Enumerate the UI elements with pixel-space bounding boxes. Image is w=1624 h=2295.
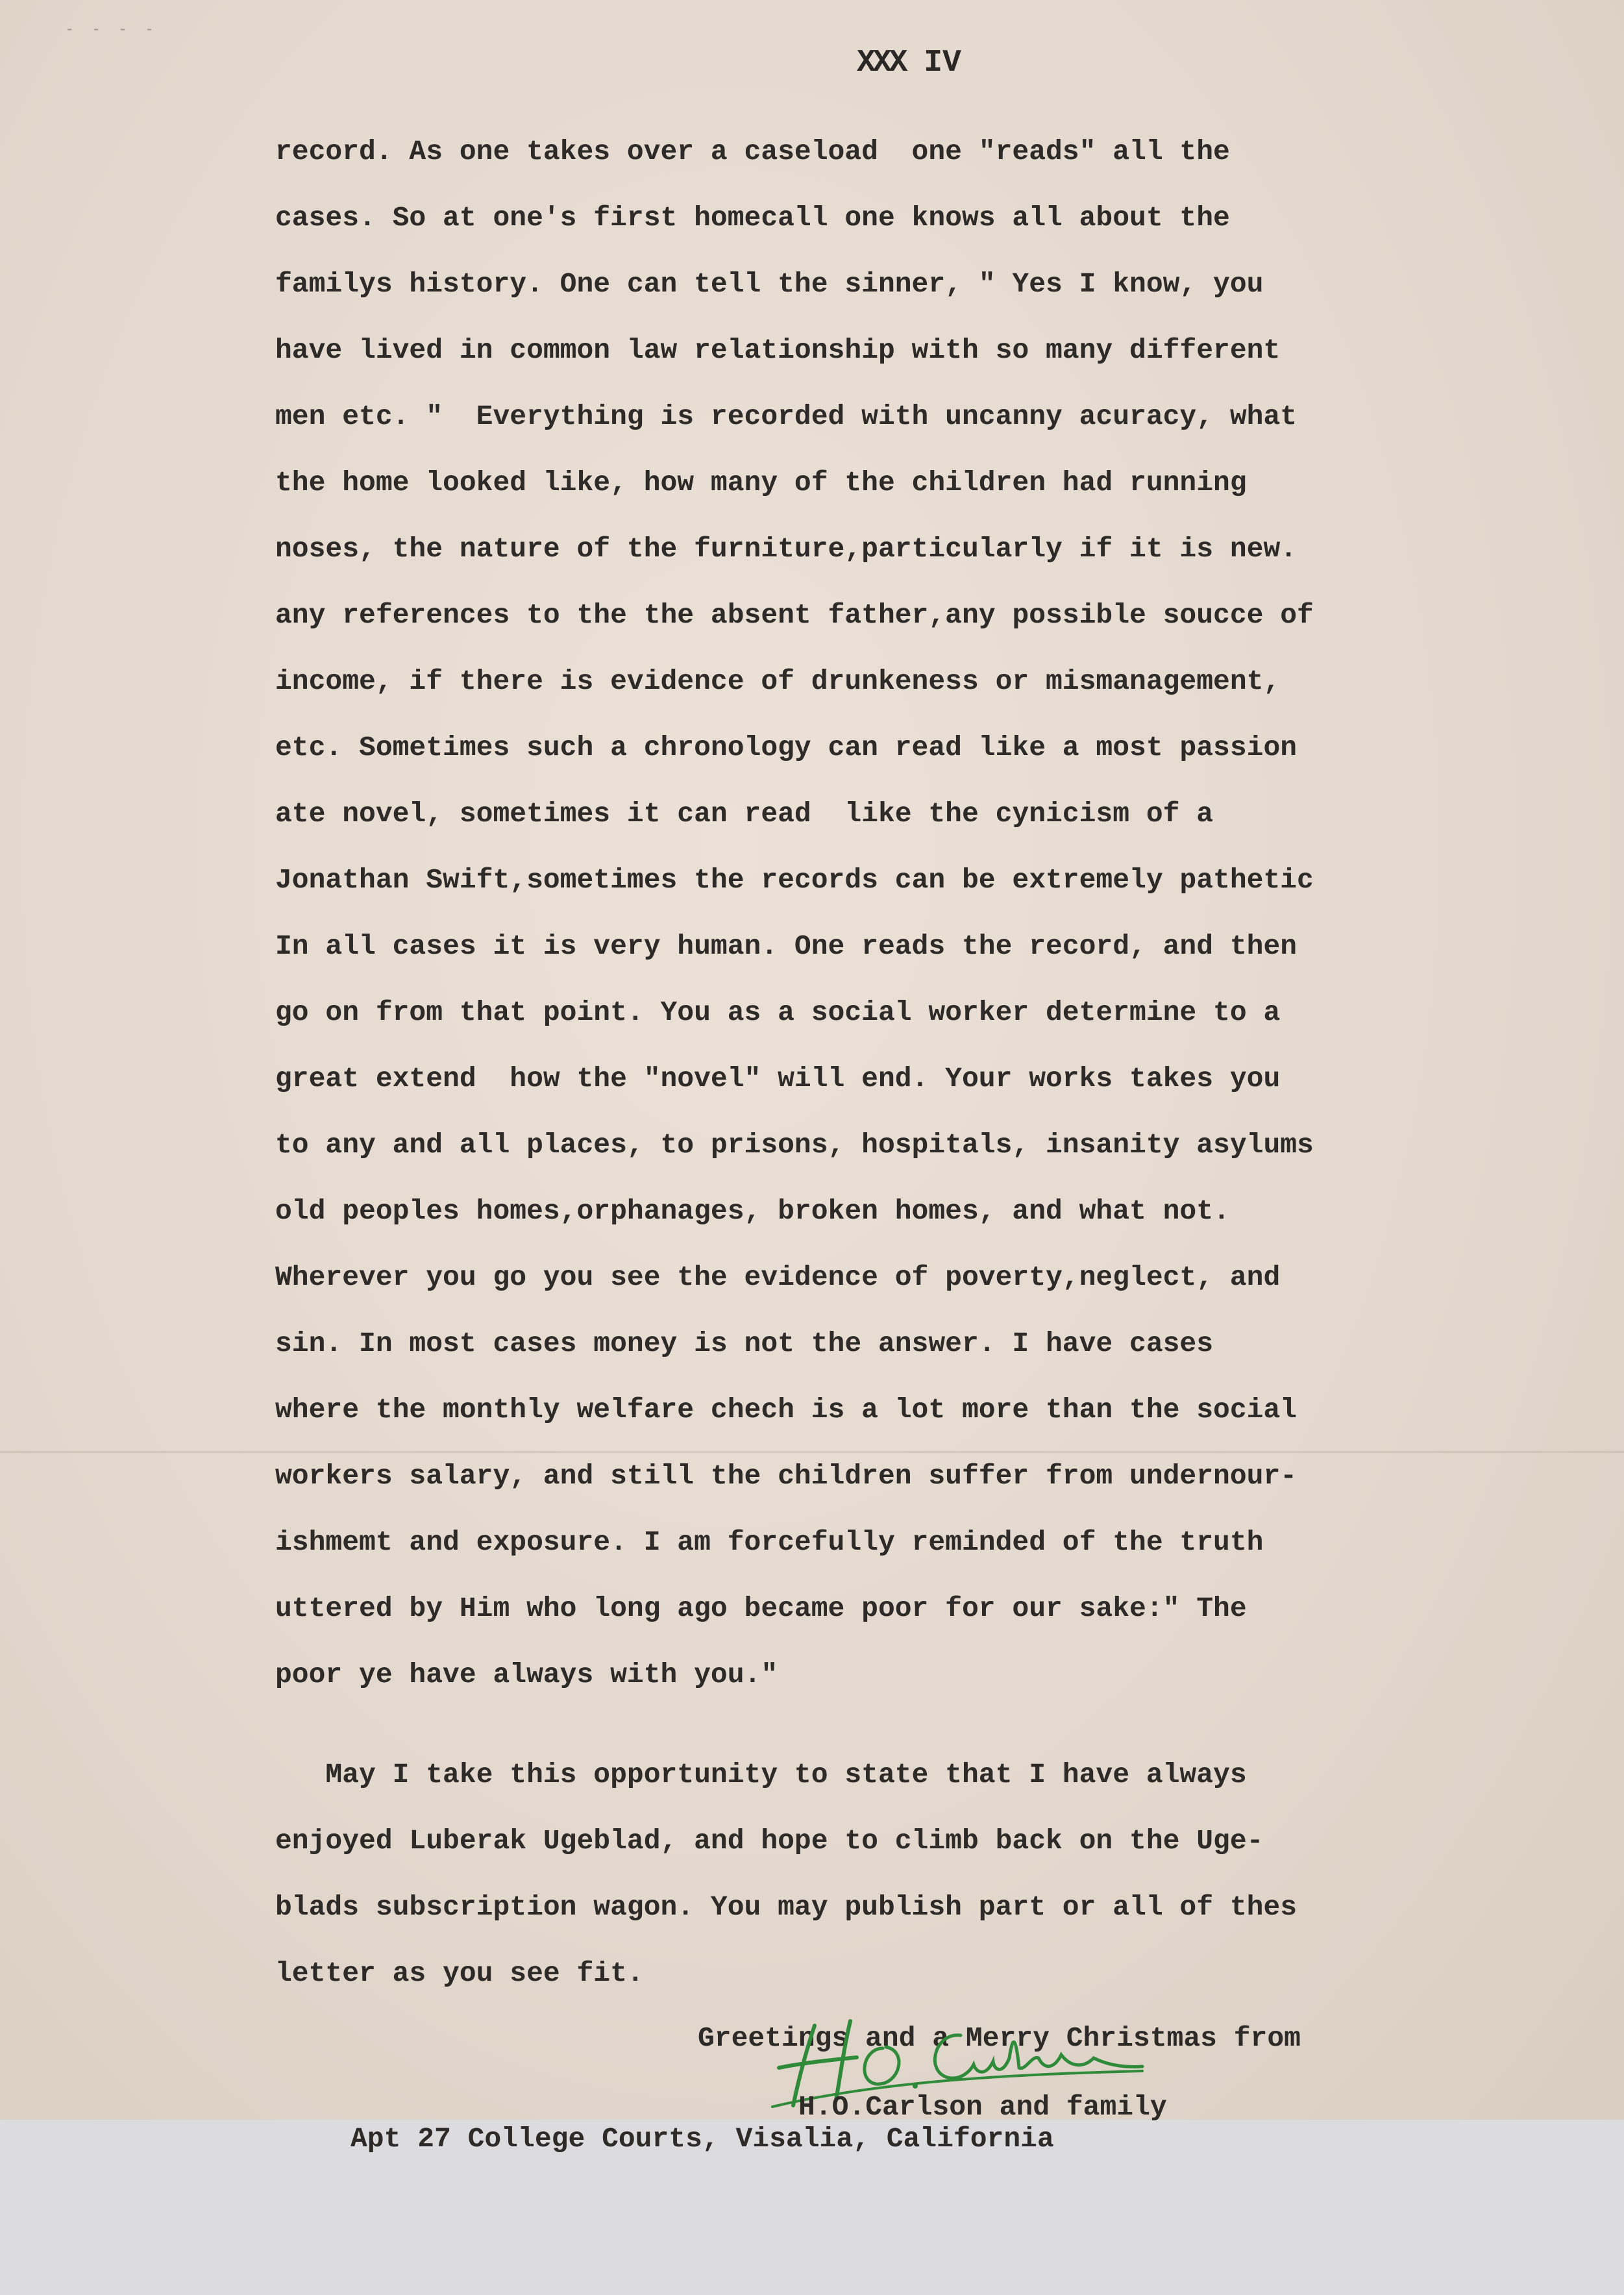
body-line: enjoyed Luberak Ugeblad, and hope to climb back on the Uge- [275, 1825, 1264, 1857]
body-line: the home looked like, how many of the children had running [275, 467, 1247, 499]
body-line: great extend how the "novel" will end. Your works takes you [275, 1063, 1281, 1095]
edge-marks: - - - - [65, 19, 158, 38]
body-line: old peoples homes,orphanages, broken homes, and what not. [275, 1195, 1230, 1227]
body-line: cases. So at one's first homecall one knows all about the [275, 202, 1230, 234]
body-line: noses, the nature of the furniture,particularly if it is new. [275, 533, 1298, 565]
body-line: where the monthly welfare chech is a lot more than the social [275, 1394, 1298, 1426]
body-line: poor ye have always with you." [275, 1659, 778, 1691]
sender-address: Apt 27 College Courts, Visalia, California [351, 2123, 1054, 2155]
body-line: ate novel, sometimes it can read like the cynicism of a [275, 798, 1214, 830]
body-line: sin. In most cases money is not the answer. I have cases [275, 1328, 1214, 1359]
page-number [857, 45, 961, 81]
body-line: letter as you see fit. [275, 1957, 644, 1989]
body-line: any references to the the absent father,any possible soucce of [275, 599, 1314, 631]
body-line: men etc. " Everything is recorded with uncanny acuracy, what [275, 401, 1298, 432]
body-line: Wherever you go you see the evidence of poverty,neglect, and [275, 1261, 1281, 1293]
body-line: May I take this opportunity to state that I have always [275, 1759, 1247, 1791]
body-line: blads subscription wagon. You may publish part or all of thes [275, 1891, 1298, 1923]
body-line: go on from that point. You as a social worker determine to a [275, 997, 1281, 1028]
body-line: uttered by Him who long ago became poor for our sake:" The [275, 1593, 1247, 1624]
body-line: etc. Sometimes such a chronology can read like a most passion [275, 732, 1298, 763]
body-line: have lived in common law relationship with so many different [275, 334, 1281, 366]
body-line: ishmemt and exposure. I am forcefully reminded of the truth [275, 1526, 1264, 1558]
body-line: In all cases it is very human. One reads the record, and then [275, 930, 1298, 962]
body-line: to any and all places, to prisons, hospitals, insanity asylums [275, 1129, 1314, 1161]
fold-line [0, 1451, 1624, 1453]
body-line: income, if there is evidence of drunkeness or mismanagement, [275, 665, 1281, 697]
closing-greeting: Greetings and a Merry Christmas from [698, 2022, 1301, 2054]
struck-out-characters: XXX [857, 45, 905, 81]
body-line: Jonathan Swift,sometimes the records can be extremely pathetic [275, 864, 1314, 896]
page-numeral: IV [924, 45, 961, 81]
body-line: workers salary, and still the children suffer from undernour- [275, 1460, 1298, 1492]
body-line: record. As one takes over a caseload one "reads" all the [275, 136, 1230, 167]
body-line: familys history. One can tell the sinner, " Yes I know, you [275, 268, 1264, 300]
signer-name: H.O.Carlson and family [798, 2091, 1167, 2123]
